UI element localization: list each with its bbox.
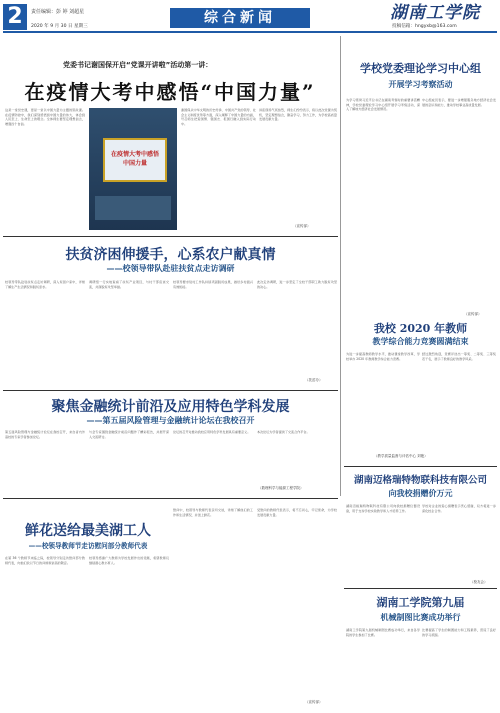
date-line: 2020 年 9 月 30 日 星期三 — [31, 24, 88, 29]
article-epidemic-lecture — [3, 36, 338, 234]
paper-name-logo: 湖南工学院 — [390, 3, 480, 23]
article-donation — [344, 466, 497, 586]
article-body-column: 为进一步提高教师教学水平，推动课堂教学改革，学校举办 2020 年教师教学综合能力竞赛。 — [346, 352, 420, 361]
article-headline: 鲜花送给最美湖工人 — [25, 523, 151, 539]
page-number: 2 — [3, 4, 27, 30]
article-body-column: 论坛的召开对推动我校应用特色学科发展具有重要意义。 — [173, 430, 251, 434]
article-poverty-alleviation — [3, 238, 338, 388]
article-headline: 在疫情大考中感悟“中国力量” — [24, 80, 316, 104]
article-body-column: 中心组成员表示，要进一步增强服务地方经济社会发展的意识和能力，推动学校事业高质量发展。 — [422, 98, 496, 107]
article-teacher-competition — [344, 318, 497, 464]
article-body-column: 为学习贯彻习近平总书记在湖南考察时的重要讲话精神，学校党委理论学习中心组开展学习考察活动，深入了解地方经济社会发展情况。 — [346, 98, 420, 112]
article-author: （宣传部） — [293, 224, 311, 228]
article-body-column: 与会专家围绕金融统计前沿问题作了精彩报告，并展开深入交流研讨。 — [89, 430, 169, 439]
article-subheadline: 开展学习考察活动 — [388, 80, 453, 89]
article-headline: 我校 2020 年教师 — [373, 322, 468, 335]
section-rule — [3, 390, 338, 391]
article-body-column: 湖南工学院第九届机械制图比赛成功举行，来自各学院的学生参加了比赛。 — [346, 628, 420, 637]
article-body-column: 此次走访调研，进一步坚定了全校干部职工助力脱贫攻坚的决心。 — [257, 280, 337, 289]
article-body-column: 受慰问的教师代表表示，将不忘初心，牢记使命，为学校发展贡献力量。 — [257, 508, 337, 517]
article-author: （校友会） — [470, 580, 488, 584]
article-subheadline: 教学综合能力竞赛圆满结束 — [372, 337, 469, 346]
article-finance-forum — [3, 392, 338, 496]
article-headline: 湖南工学院第九届 — [376, 596, 465, 609]
article-body-column: 讲座现场气氛热烈，师生们纷纷表示，将以此次党课为契机，坚定理想信念，勤奋学习，努力工作，为学校高质量发展贡献力量。 — [259, 108, 337, 122]
article-author: （宣传部） — [464, 312, 482, 316]
article-body-column: 比赛提高了学生的制图能力和工程素养，营造了良好的学习氛围。 — [422, 628, 496, 637]
lecture-photo — [89, 108, 177, 230]
editor-line: 责任编辑：彭 婷 刘超星 — [31, 9, 85, 15]
header-rule — [3, 31, 497, 33]
article-subheadline: ——校领导教师节走访慰问部分教师代表 — [28, 542, 148, 550]
article-body-column: 经过激烈角逐，竞赛评选出一等奖、二等奖、三等奖若干名，展示了教师良好的教学风采。 — [422, 352, 496, 361]
article-subheadline: ——校领导带队赴驻扶贫点走访调研 — [106, 264, 235, 273]
article-body-column: 学校对企业的爱心捐赠表示衷心感谢，双方将进一步深化校企合作。 — [422, 504, 496, 513]
article-headline: 扶贫济困伸援手，心系农户献真情 — [65, 247, 276, 263]
email-line: 投稿信箱：hngyxb@163.com — [392, 24, 457, 29]
article-author: （教学质量监督与评估中心 刘艳） — [374, 454, 428, 458]
column-divider — [340, 36, 341, 496]
article-body-column: 慰问中，校领导与教师代表亲切交谈，详细了解他们的工作和生活情况，并送上鲜花。 — [173, 508, 253, 517]
article-body-column: 校领导感谢广大教师为学校发展作出的贡献，希望教师们继续潜心教书育人。 — [89, 556, 169, 565]
article-author: （宣传部） — [305, 700, 323, 704]
article-subheadline: 机械制图比赛成功举行 — [380, 613, 461, 622]
article-subheadline: 向我校捐赠价万元 — [388, 489, 453, 498]
section-title: 综合新闻 — [204, 10, 276, 26]
article-body-column: 湖南迈格瑞特物联科技有限公司向我校捐赠仪器设备，用于支持学校实验教学和人才培养工作。 — [346, 504, 420, 513]
article-headline: 湖南迈格瑞特物联科技有限公司 — [353, 475, 487, 486]
slide-text: 在疫情大考中感悟 中国力量 — [110, 151, 159, 167]
section-banner — [170, 8, 310, 28]
article-drafting-contest — [344, 588, 497, 710]
section-rule — [344, 588, 497, 589]
article-headline: 聚焦金融统计前沿及应用特色学科发展 — [51, 399, 290, 415]
article-body-column: 第五届风险管理与金融统计论坛在我校召开，来自省内外高校的专家学者参加论坛。 — [5, 430, 85, 439]
article-body-column: 本次论坛为学者提供了交流合作平台。 — [257, 430, 310, 434]
article-author: （扶贫办） — [305, 378, 323, 382]
section-rule — [3, 498, 338, 499]
section-rule — [3, 236, 338, 237]
article-author: （数理科学与能源工程学院） — [258, 486, 304, 490]
article-body-column: 校领导要求驻村工作队持续巩固脱贫成果，做好乡村振兴有效衔接。 — [173, 280, 253, 289]
article-teachers-day — [3, 500, 338, 710]
article-body-column: 在第 36 个教师节来临之际，校领导分别走访慰问部分教师代表，向他们致以节日的问候和崇高的敬意。 — [5, 556, 85, 565]
article-theory-study — [344, 36, 497, 316]
article-body-column: 谢国保从中华文明的历史传承、中国共产党的领导、社会主义制度优势等方面，深入阐释了中国力量的内涵，号召师生把爱国情、强国志、报国行融入到实际行动中。 — [181, 108, 256, 126]
article-headline: 学校党委理论学习中心组 — [360, 62, 481, 75]
article-subheadline: ——第五届风险管理与金融统计论坛在我校召开 — [86, 416, 255, 425]
article-body-column: 校领导带队赴驻扶贫点走访调研，深入贫困户家中，详细了解生产生活情况和脱贫需求。 — [5, 280, 85, 289]
article-kicker: 党委书记谢国保开启“党课开讲啦”活动第一讲： — [63, 61, 213, 69]
article-body-column: 调研组一行实地查看了扶贫产业项目，与村干部座谈交流，共商脱贫攻坚举措。 — [89, 280, 169, 289]
section-rule — [344, 466, 497, 467]
article-body-column: 这是一堂党史课，更是一堂以中国力量为主题的思政课。在疫情防控中，我们深刻感悟到中国力量的伟大，体会到人民至上、生命至上的理念。全体师生要坚定理想信念，增强四个自信。 — [5, 108, 85, 126]
